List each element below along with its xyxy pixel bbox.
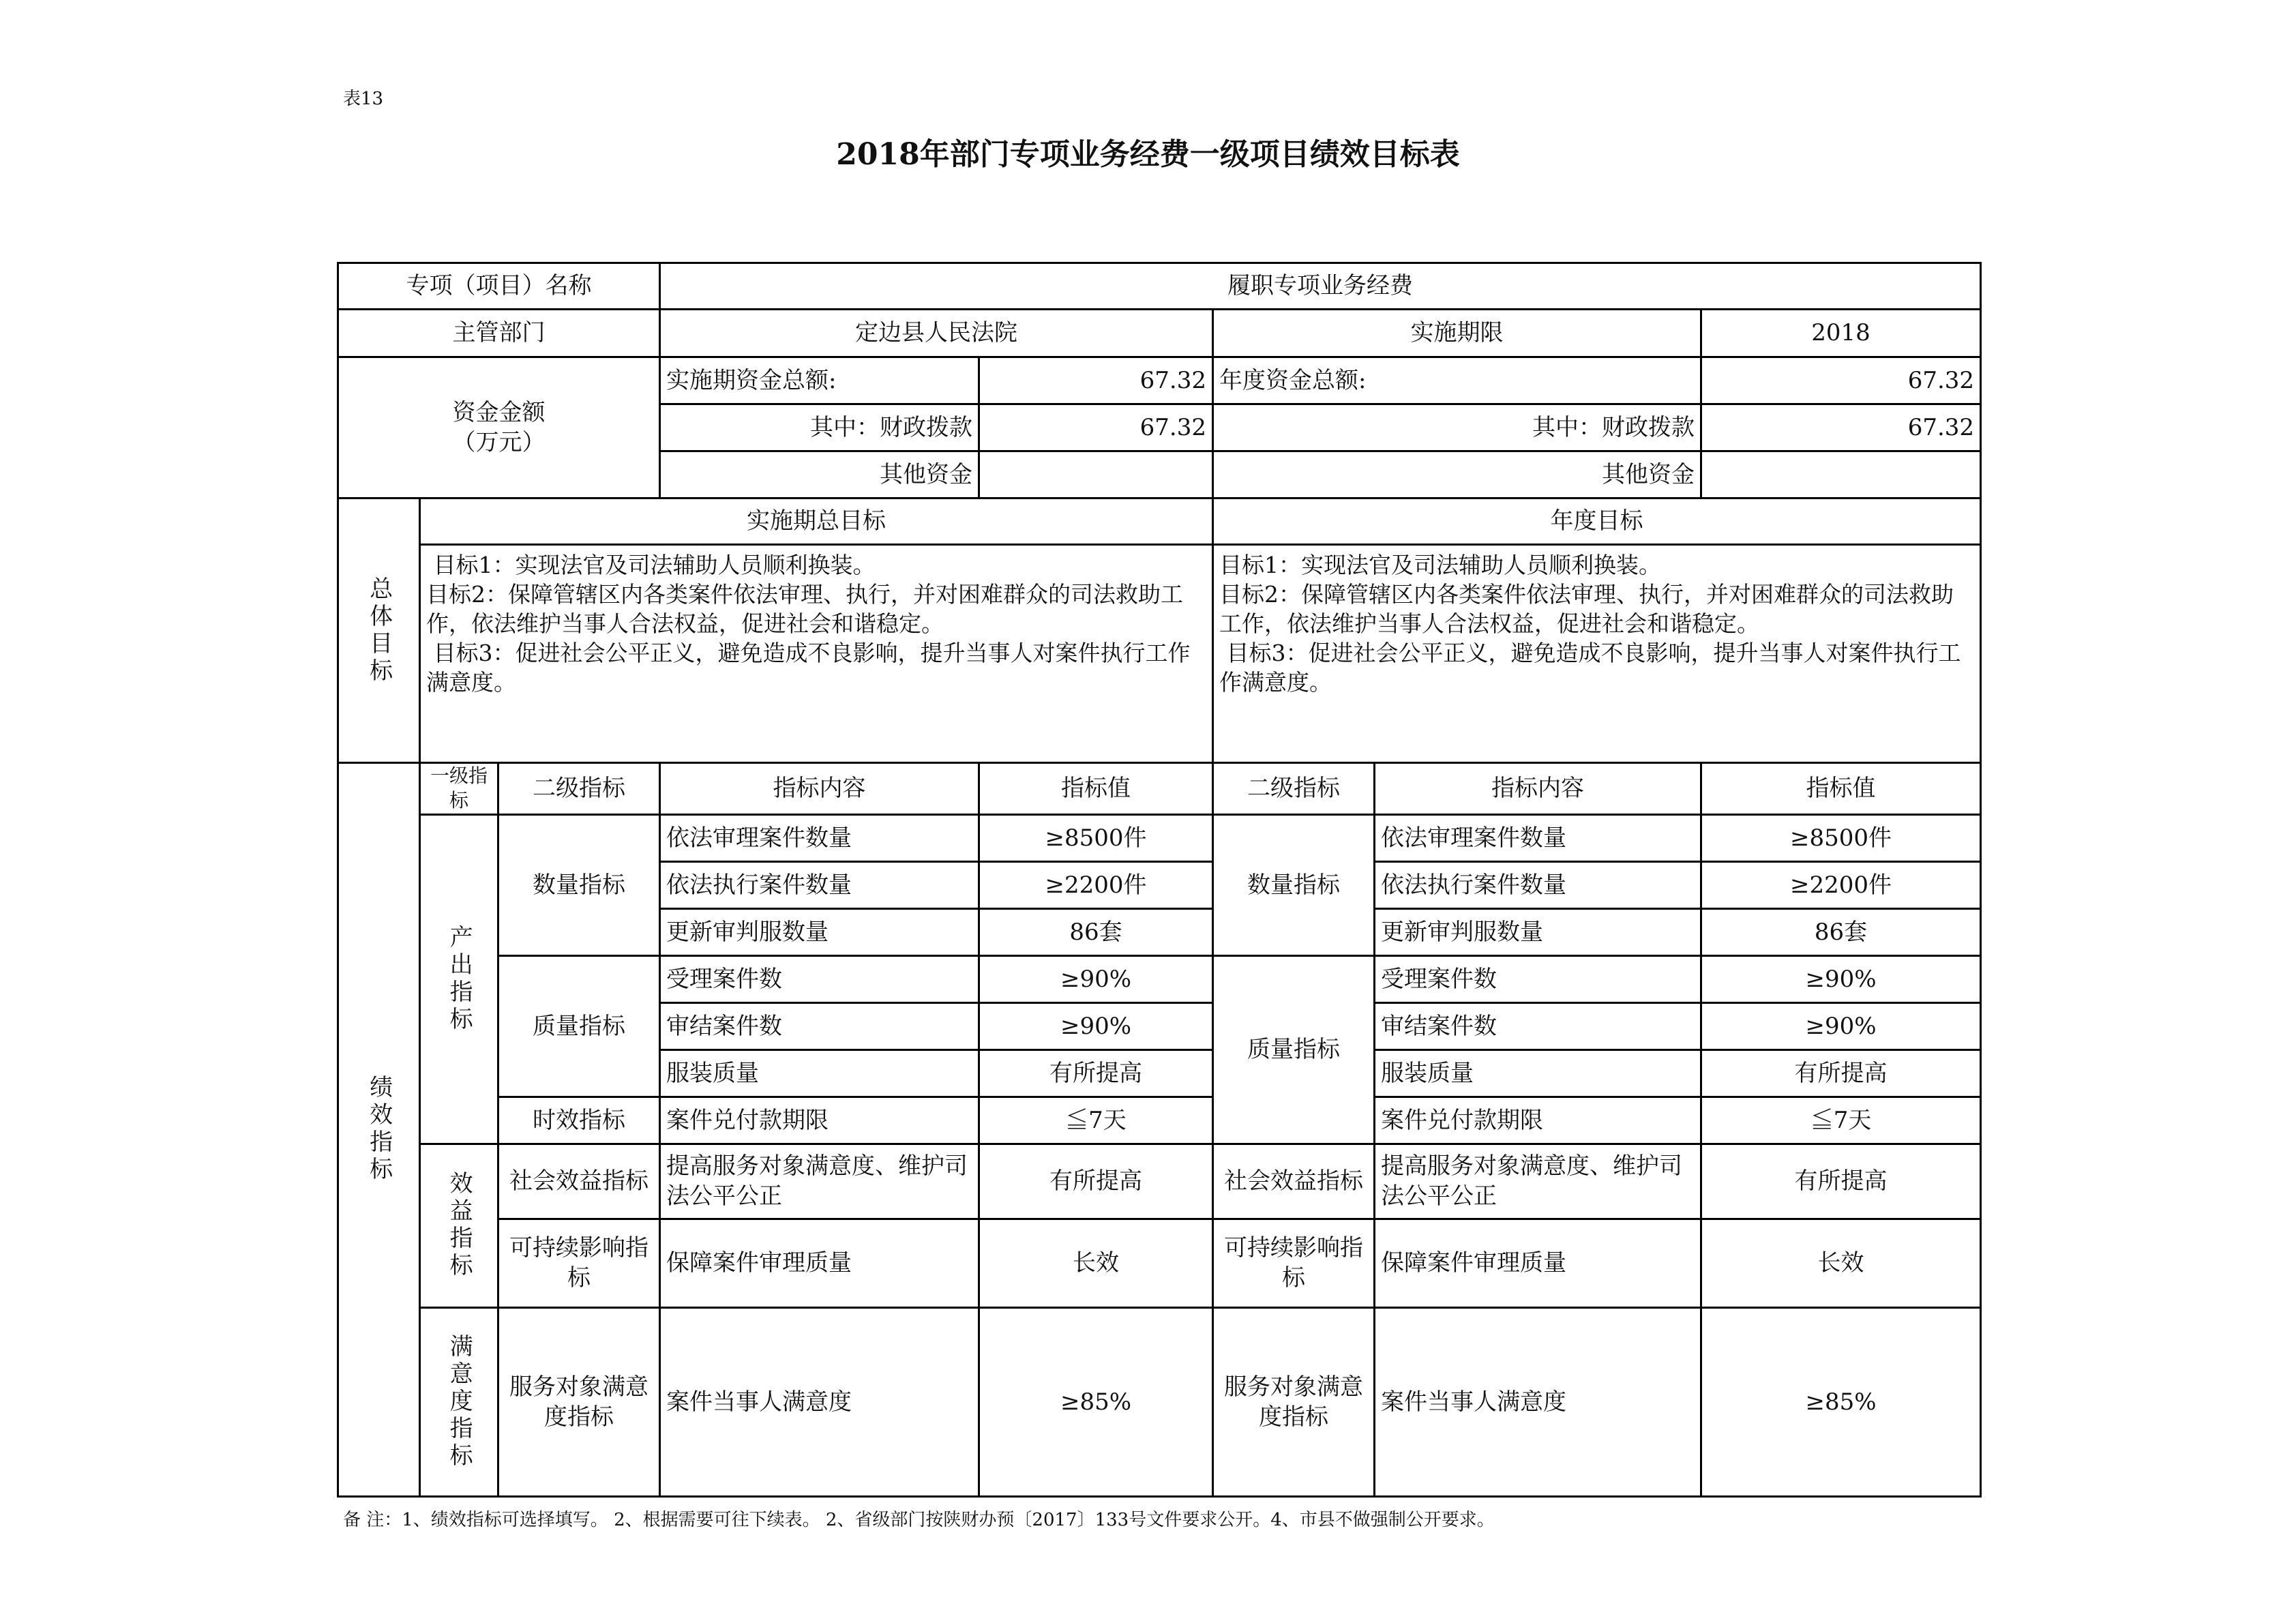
header-level1: 一级指标 (420, 763, 498, 815)
row2-content-year: 依法执行案件数量 (1375, 861, 1701, 908)
period-value: 2018 (1701, 310, 1981, 357)
row4-value-year: ≥90% (1701, 955, 1981, 1002)
year-fiscal-value: 67.32 (1701, 404, 1981, 451)
row6-value-year: 有所提高 (1701, 1049, 1981, 1097)
qty-label-year: 数量指标 (1213, 814, 1375, 955)
page-label: 表13 (343, 89, 384, 109)
impl-total-value: 67.32 (979, 357, 1213, 404)
funds-label: 资金金额 (452, 398, 546, 426)
satisfaction-label-cell (420, 1307, 498, 1496)
impl-fiscal-value: 67.32 (979, 404, 1213, 451)
page-title: 2018年部门专项业务经费一级项目绩效目标表 (836, 137, 1460, 172)
project-name-value: 履职专项业务经费 (660, 263, 1981, 310)
row8-value: 有所提高 (979, 1144, 1213, 1219)
service-label-year: 服务对象满意度指标 (1213, 1307, 1375, 1496)
row5-value-year: ≥90% (1701, 1002, 1981, 1049)
project-name-label: 专项（项目）名称 (338, 263, 660, 310)
quality-label: 质量指标 (498, 955, 660, 1097)
dept-label: 主管部门 (338, 310, 660, 357)
funds-unit: （万元） (452, 429, 546, 456)
quality-label-year: 质量指标 (1213, 955, 1375, 1144)
impl-goal-header: 实施期总目标 (420, 498, 1213, 545)
row5-content: 审结案件数 (660, 1002, 979, 1049)
header-value-year: 指标值 (1701, 763, 1981, 815)
row1-content-year: 依法审理案件数量 (1375, 814, 1701, 861)
row4-content-year: 受理案件数 (1375, 955, 1701, 1002)
period-label: 实施期限 (1213, 310, 1701, 357)
satisfaction-label: 满意度指标 (445, 1333, 473, 1470)
performance-table (337, 262, 1982, 1498)
output-label-cell (420, 814, 498, 1144)
year-total-label: 年度资金总额: (1213, 357, 1701, 404)
dept-value: 定边县人民法院 (660, 310, 1213, 357)
row5-content-year: 审结案件数 (1375, 1002, 1701, 1049)
row1-value: ≥8500件 (979, 814, 1213, 861)
row8-content-year: 提高服务对象满意度、维护司法公平公正 (1375, 1144, 1701, 1219)
year-goal-header: 年度目标 (1213, 498, 1981, 545)
row7-content-year: 案件兑付款期限 (1375, 1097, 1701, 1144)
overall-goal-label-cell (338, 498, 420, 763)
row6-content-year: 服装质量 (1375, 1049, 1701, 1097)
row1-value-year: ≥8500件 (1701, 814, 1981, 861)
row5-value: ≥90% (979, 1002, 1213, 1049)
row6-content: 服装质量 (660, 1049, 979, 1097)
row7-value-year: ≦7天 (1701, 1097, 1981, 1144)
social-label-year: 社会效益指标 (1213, 1144, 1375, 1219)
row3-value: 86套 (979, 908, 1213, 955)
row2-value-year: ≥2200件 (1701, 861, 1981, 908)
perf-label-cell (338, 763, 420, 1497)
footnote: 备 注：1、绩效指标可选择填写。 2、根据需要可往下续表。 2、省级部门按陕财办预〔2017〕133号文件要求公开。4、市县不做强制公开要求。 (343, 1510, 1495, 1530)
row8-content: 提高服务对象满意度、维护司法公平公正 (660, 1144, 979, 1219)
row1-content: 依法审理案件数量 (660, 814, 979, 861)
benefit-label-cell (420, 1144, 498, 1307)
header-level2-year: 二级指标 (1213, 763, 1375, 815)
row9-content: 保障案件审理质量 (660, 1219, 979, 1307)
row9-content-year: 保障案件审理质量 (1375, 1219, 1701, 1307)
impl-other-label: 其他资金 (660, 451, 979, 498)
year-other-value (1701, 451, 1981, 498)
header-content: 指标内容 (660, 763, 979, 815)
row3-value-year: 86套 (1701, 908, 1981, 955)
year-total-value: 67.32 (1701, 357, 1981, 404)
header-content-year: 指标内容 (1375, 763, 1701, 815)
year-goal-text: 目标1：实现法官及司法辅助人员顺利换装。 目标2：保障管辖区内各类案件依法审理、执行，并对困难群众的司法救助工作，依法维护当事人合法权益，促进社会和谐稳定。 目标3：促进社会公平正义，避免造成不良影响，提升当事人对案件执行工作满意度。 (1213, 545, 1981, 763)
year-other-label: 其他资金 (1213, 451, 1701, 498)
benefit-label: 效益指标 (445, 1171, 473, 1281)
qty-label: 数量指标 (498, 814, 660, 955)
impl-total-label: 实施期资金总额: (660, 357, 979, 404)
funds-label-cell (338, 357, 660, 498)
row10-value: ≥85% (979, 1307, 1213, 1496)
row6-value: 有所提高 (979, 1049, 1213, 1097)
header-level2: 二级指标 (498, 763, 660, 815)
row2-value: ≥2200件 (979, 861, 1213, 908)
sustain-label-year: 可持续影响指标 (1213, 1219, 1375, 1307)
row3-content: 更新审判服数量 (660, 908, 979, 955)
row10-value-year: ≥85% (1701, 1307, 1981, 1496)
year-fiscal-label: 其中：财政拨款 (1213, 404, 1701, 451)
impl-other-value (979, 451, 1213, 498)
row10-content-year: 案件当事人满意度 (1375, 1307, 1701, 1496)
impl-fiscal-label: 其中：财政拨款 (660, 404, 979, 451)
sustain-label: 可持续影响指标 (498, 1219, 660, 1307)
social-label: 社会效益指标 (498, 1144, 660, 1219)
perf-label: 绩效指标 (365, 1075, 393, 1185)
time-label: 时效指标 (498, 1097, 660, 1144)
row4-content: 受理案件数 (660, 955, 979, 1002)
row9-value: 长效 (979, 1219, 1213, 1307)
header-value: 指标值 (979, 763, 1213, 815)
row7-content: 案件兑付款期限 (660, 1097, 979, 1144)
row2-content: 依法执行案件数量 (660, 861, 979, 908)
row4-value: ≥90% (979, 955, 1213, 1002)
row8-value-year: 有所提高 (1701, 1144, 1981, 1219)
overall-goal-label: 总体目标 (365, 576, 393, 685)
row3-content-year: 更新审判服数量 (1375, 908, 1701, 955)
output-label: 产出指标 (445, 924, 473, 1034)
row9-value-year: 长效 (1701, 1219, 1981, 1307)
row7-value: ≦7天 (979, 1097, 1213, 1144)
row10-content: 案件当事人满意度 (660, 1307, 979, 1496)
service-label: 服务对象满意度指标 (498, 1307, 660, 1496)
impl-goal-text: 目标1：实现法官及司法辅助人员顺利换装。 目标2：保障管辖区内各类案件依法审理、执行，并对困难群众的司法救助工作，依法维护当事人合法权益，促进社会和谐稳定。 目标3：促进社会公平正义，避免造成不良影响，提升当事人对案件执行工作满意度。 (420, 545, 1213, 763)
